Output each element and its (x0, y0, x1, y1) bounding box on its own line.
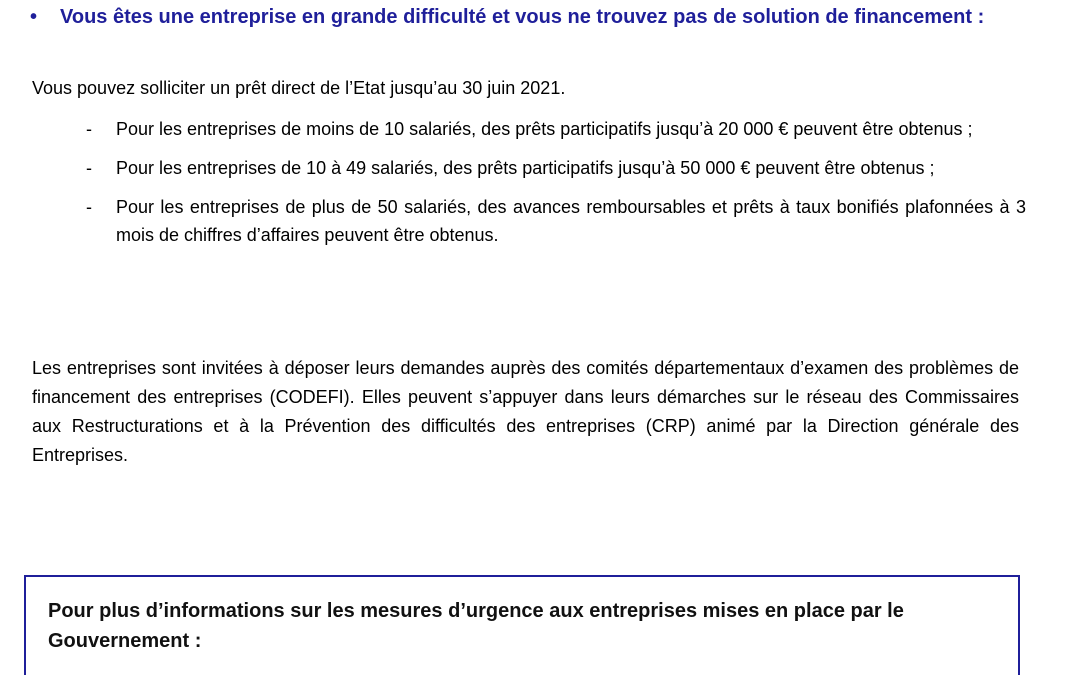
list-item-text: Pour les entreprises de plus de 50 salariés, des avances remboursables et prêts à taux bonifiés plafonnées à 3 mois de chiffres d’affaires peuvent être obtenus. (116, 197, 1026, 245)
list-marker: - (86, 158, 92, 178)
heading-text: Vous êtes une entreprise en grande difficulté et vous ne trouvez pas de solution de financement : (60, 6, 985, 28)
loan-list (86, 115, 1026, 260)
list-item-text: Pour les entreprises de moins de 10 salariés, des prêts participatifs jusqu’à 20 000 € peuvent être obtenus ; (116, 119, 973, 139)
info-box (24, 575, 1020, 675)
list-item-text: Pour les entreprises de 10 à 49 salariés, des prêts participatifs jusqu’à 50 000 € peuvent être obtenus ; (116, 158, 935, 178)
heading-bullet: • (30, 6, 38, 28)
section-heading (30, 2, 1030, 33)
list-item (86, 154, 1026, 182)
list-item (86, 193, 1026, 249)
codefi-paragraph: Les entreprises sont invitées à déposer leurs demandes auprès des comités départementaux d’examen des problèmes de financement des entreprises (CODEFI). Elles peuvent s’appuyer dans leurs démarches sur le réseau des Commissaires aux Restructurations et à la Prévention des difficultés des entreprises (CRP) animé par la Direction générale des Entreprises. (32, 358, 1019, 465)
list-marker: - (86, 119, 92, 139)
list-marker: - (86, 197, 92, 217)
info-box-text: Pour plus d’informations sur les mesures d’urgence aux entreprises mises en place par le Gouvernement : (48, 600, 904, 652)
list-item (86, 115, 1026, 143)
intro-text: Vous pouvez solliciter un prêt direct de l’Etat jusqu’au 30 juin 2021. (32, 78, 566, 98)
